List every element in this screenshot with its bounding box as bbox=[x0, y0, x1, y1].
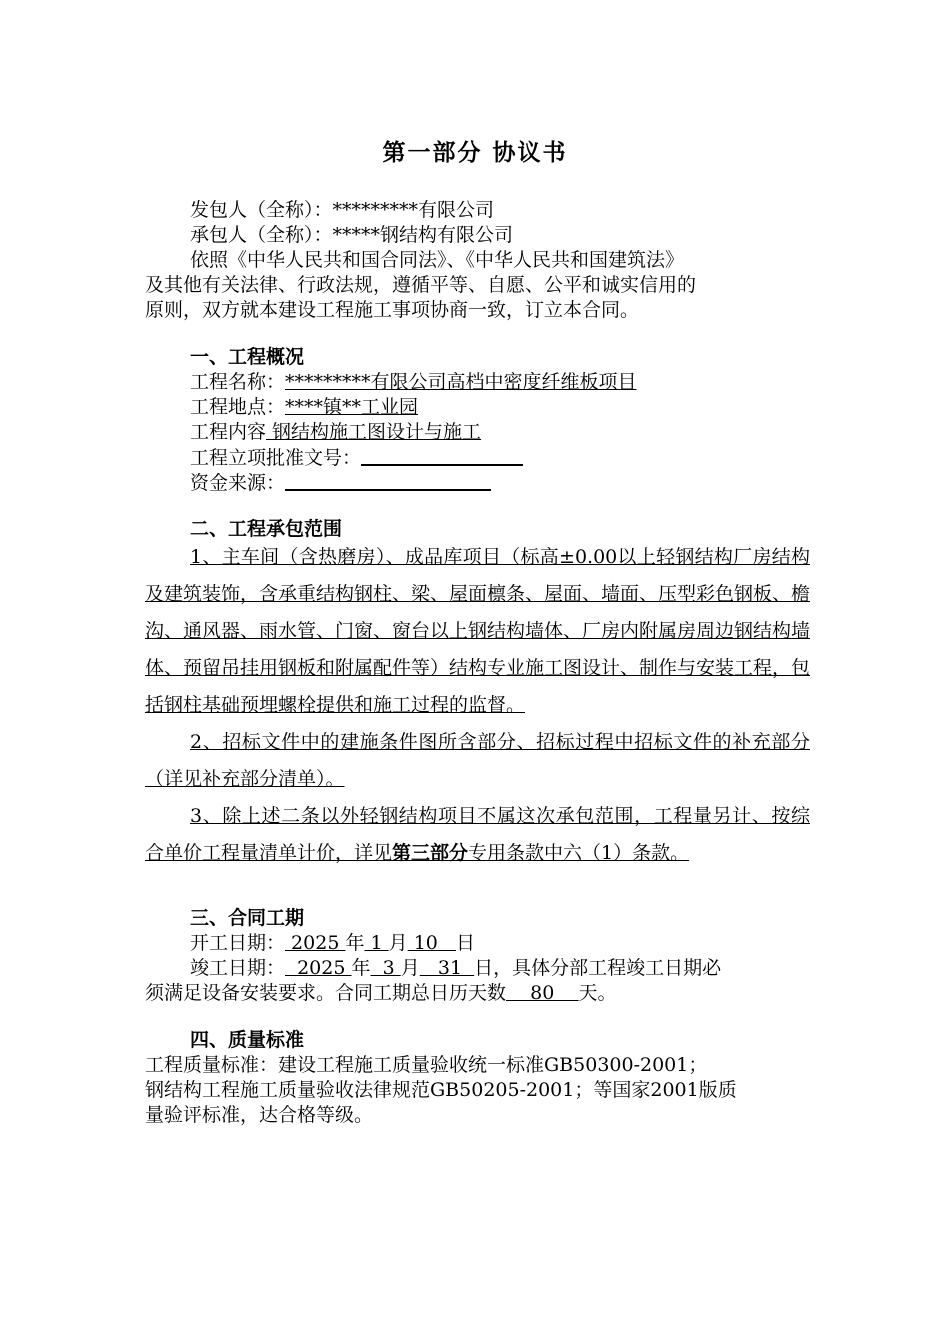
scope-item-1-number: 1、 bbox=[190, 546, 222, 568]
end-year: 2025 bbox=[285, 957, 352, 979]
scope-item-3 bbox=[145, 798, 810, 872]
end-date-label: 竣工日期： bbox=[190, 957, 286, 979]
start-month: 1 bbox=[364, 932, 389, 954]
project-location-value: ****镇**工业园 bbox=[285, 396, 419, 418]
project-location-line bbox=[145, 395, 810, 420]
duration-text: 须满足设备安装要求。合同工期总日历天数 bbox=[145, 982, 507, 1004]
start-day-char: 日 bbox=[456, 932, 476, 954]
days-char: 天。 bbox=[578, 982, 617, 1004]
project-content-value: 钢结构施工图设计与施工 bbox=[266, 421, 482, 443]
fund-source-line bbox=[145, 470, 810, 495]
approval-number-label: 工程立项批准文号： bbox=[190, 447, 362, 469]
scope-item-3-bold: 第三部分 bbox=[392, 842, 469, 864]
project-name-value: *********有限公司高档中密度纤维板项目 bbox=[285, 371, 637, 393]
start-date-label: 开工日期： bbox=[190, 932, 286, 954]
fund-source-label: 资金来源： bbox=[190, 472, 286, 494]
intro-line-3: 原则，双方就本建设工程施工事项协商一致，订立本合同。 bbox=[145, 299, 640, 321]
section1-heading: 一、工程概况 bbox=[190, 346, 305, 368]
quality-line-2: 钢结构工程施工质量验收法律规范GB50205-2001；等国家2001版质 bbox=[145, 1079, 737, 1101]
scope-item-1-text: 主车间（含热磨房）、成品库项目（标高±0.00以上轻钢结构厂房结构及建筑装饰，含承重结构钢柱、梁、屋面檩条、屋面、墙面、压型彩色钢板、檐沟、通风器、雨水管、门窗、窗台以上钢结构墙体、厂房内附属房周边钢结构墙体、预留吊挂用钢板和附属配件等）结构专业施工图设计、制作与安装工程，包括钢柱基础预埋螺栓提供和施工过程的监督。 bbox=[145, 546, 811, 716]
end-day: 31 bbox=[419, 957, 475, 979]
contractor-line: 承包人（全称）：*****钢结构有限公司 bbox=[190, 224, 514, 246]
document-body bbox=[145, 198, 810, 1128]
scope-item-3-number: 3、 bbox=[190, 805, 223, 827]
section4-heading: 四、质量标准 bbox=[190, 1029, 305, 1051]
project-name-line bbox=[145, 370, 810, 395]
scope-item-2-number: 2、 bbox=[190, 731, 223, 753]
end-year-char: 年 bbox=[351, 957, 371, 979]
start-year: 2025 bbox=[285, 932, 346, 954]
approval-number-blank bbox=[361, 445, 523, 466]
scope-item-2-text: 招标文件中的建施条件图所含部分、招标过程中招标文件的补充部分（详见补充部分清单）。 bbox=[145, 731, 810, 790]
end-month: 3 bbox=[370, 957, 401, 979]
project-content-label: 工程内容 bbox=[190, 421, 267, 443]
approval-number-line bbox=[145, 445, 810, 470]
page-title: 第一部分 协议书 bbox=[382, 140, 568, 166]
quality-line-3: 量验评标准，达合格等级。 bbox=[145, 1104, 374, 1126]
project-content-line bbox=[145, 420, 810, 445]
total-days: 80 bbox=[506, 982, 579, 1004]
project-name-label: 工程名称： bbox=[190, 371, 286, 393]
scope-item-1 bbox=[145, 539, 810, 724]
section3-heading: 三、合同工期 bbox=[190, 907, 305, 929]
scope-item-3-text-b: 专用条款中六（1）条款。 bbox=[468, 842, 690, 864]
scope-item-3-text-a: 除上述二条以外轻钢结构项目不属这次承包范围，工程量另计、按综合单价工程量清单计价，详见 bbox=[145, 805, 810, 864]
start-month-char: 月 bbox=[388, 932, 408, 954]
start-date-line bbox=[145, 931, 810, 956]
intro-line-2: 及其他有关法律、行政法规，遵循平等、自愿、公平和诚实信用的 bbox=[145, 274, 697, 296]
end-month-char: 月 bbox=[400, 957, 420, 979]
section2-heading: 二、工程承包范围 bbox=[190, 518, 343, 540]
project-location-label: 工程地点： bbox=[190, 396, 286, 418]
fund-source-blank bbox=[285, 470, 491, 491]
quality-line-1: 工程质量标准：建设工程施工质量验收统一标准GB50300-2001； bbox=[145, 1054, 708, 1076]
end-date-tail: ，具体分部工程竣工日期必 bbox=[493, 957, 722, 979]
end-date-line bbox=[145, 956, 810, 981]
employer-line: 发包人（全称）：*********有限公司 bbox=[190, 199, 495, 221]
scope-item-2 bbox=[145, 724, 810, 798]
intro-line-1: 依照《中华人民共和国合同法》、《中华人民共和国建筑法》 bbox=[190, 249, 685, 271]
duration-line bbox=[145, 981, 810, 1006]
start-day: 10 bbox=[407, 932, 456, 954]
end-day-char: 日 bbox=[474, 957, 494, 979]
start-year-char: 年 bbox=[345, 932, 365, 954]
